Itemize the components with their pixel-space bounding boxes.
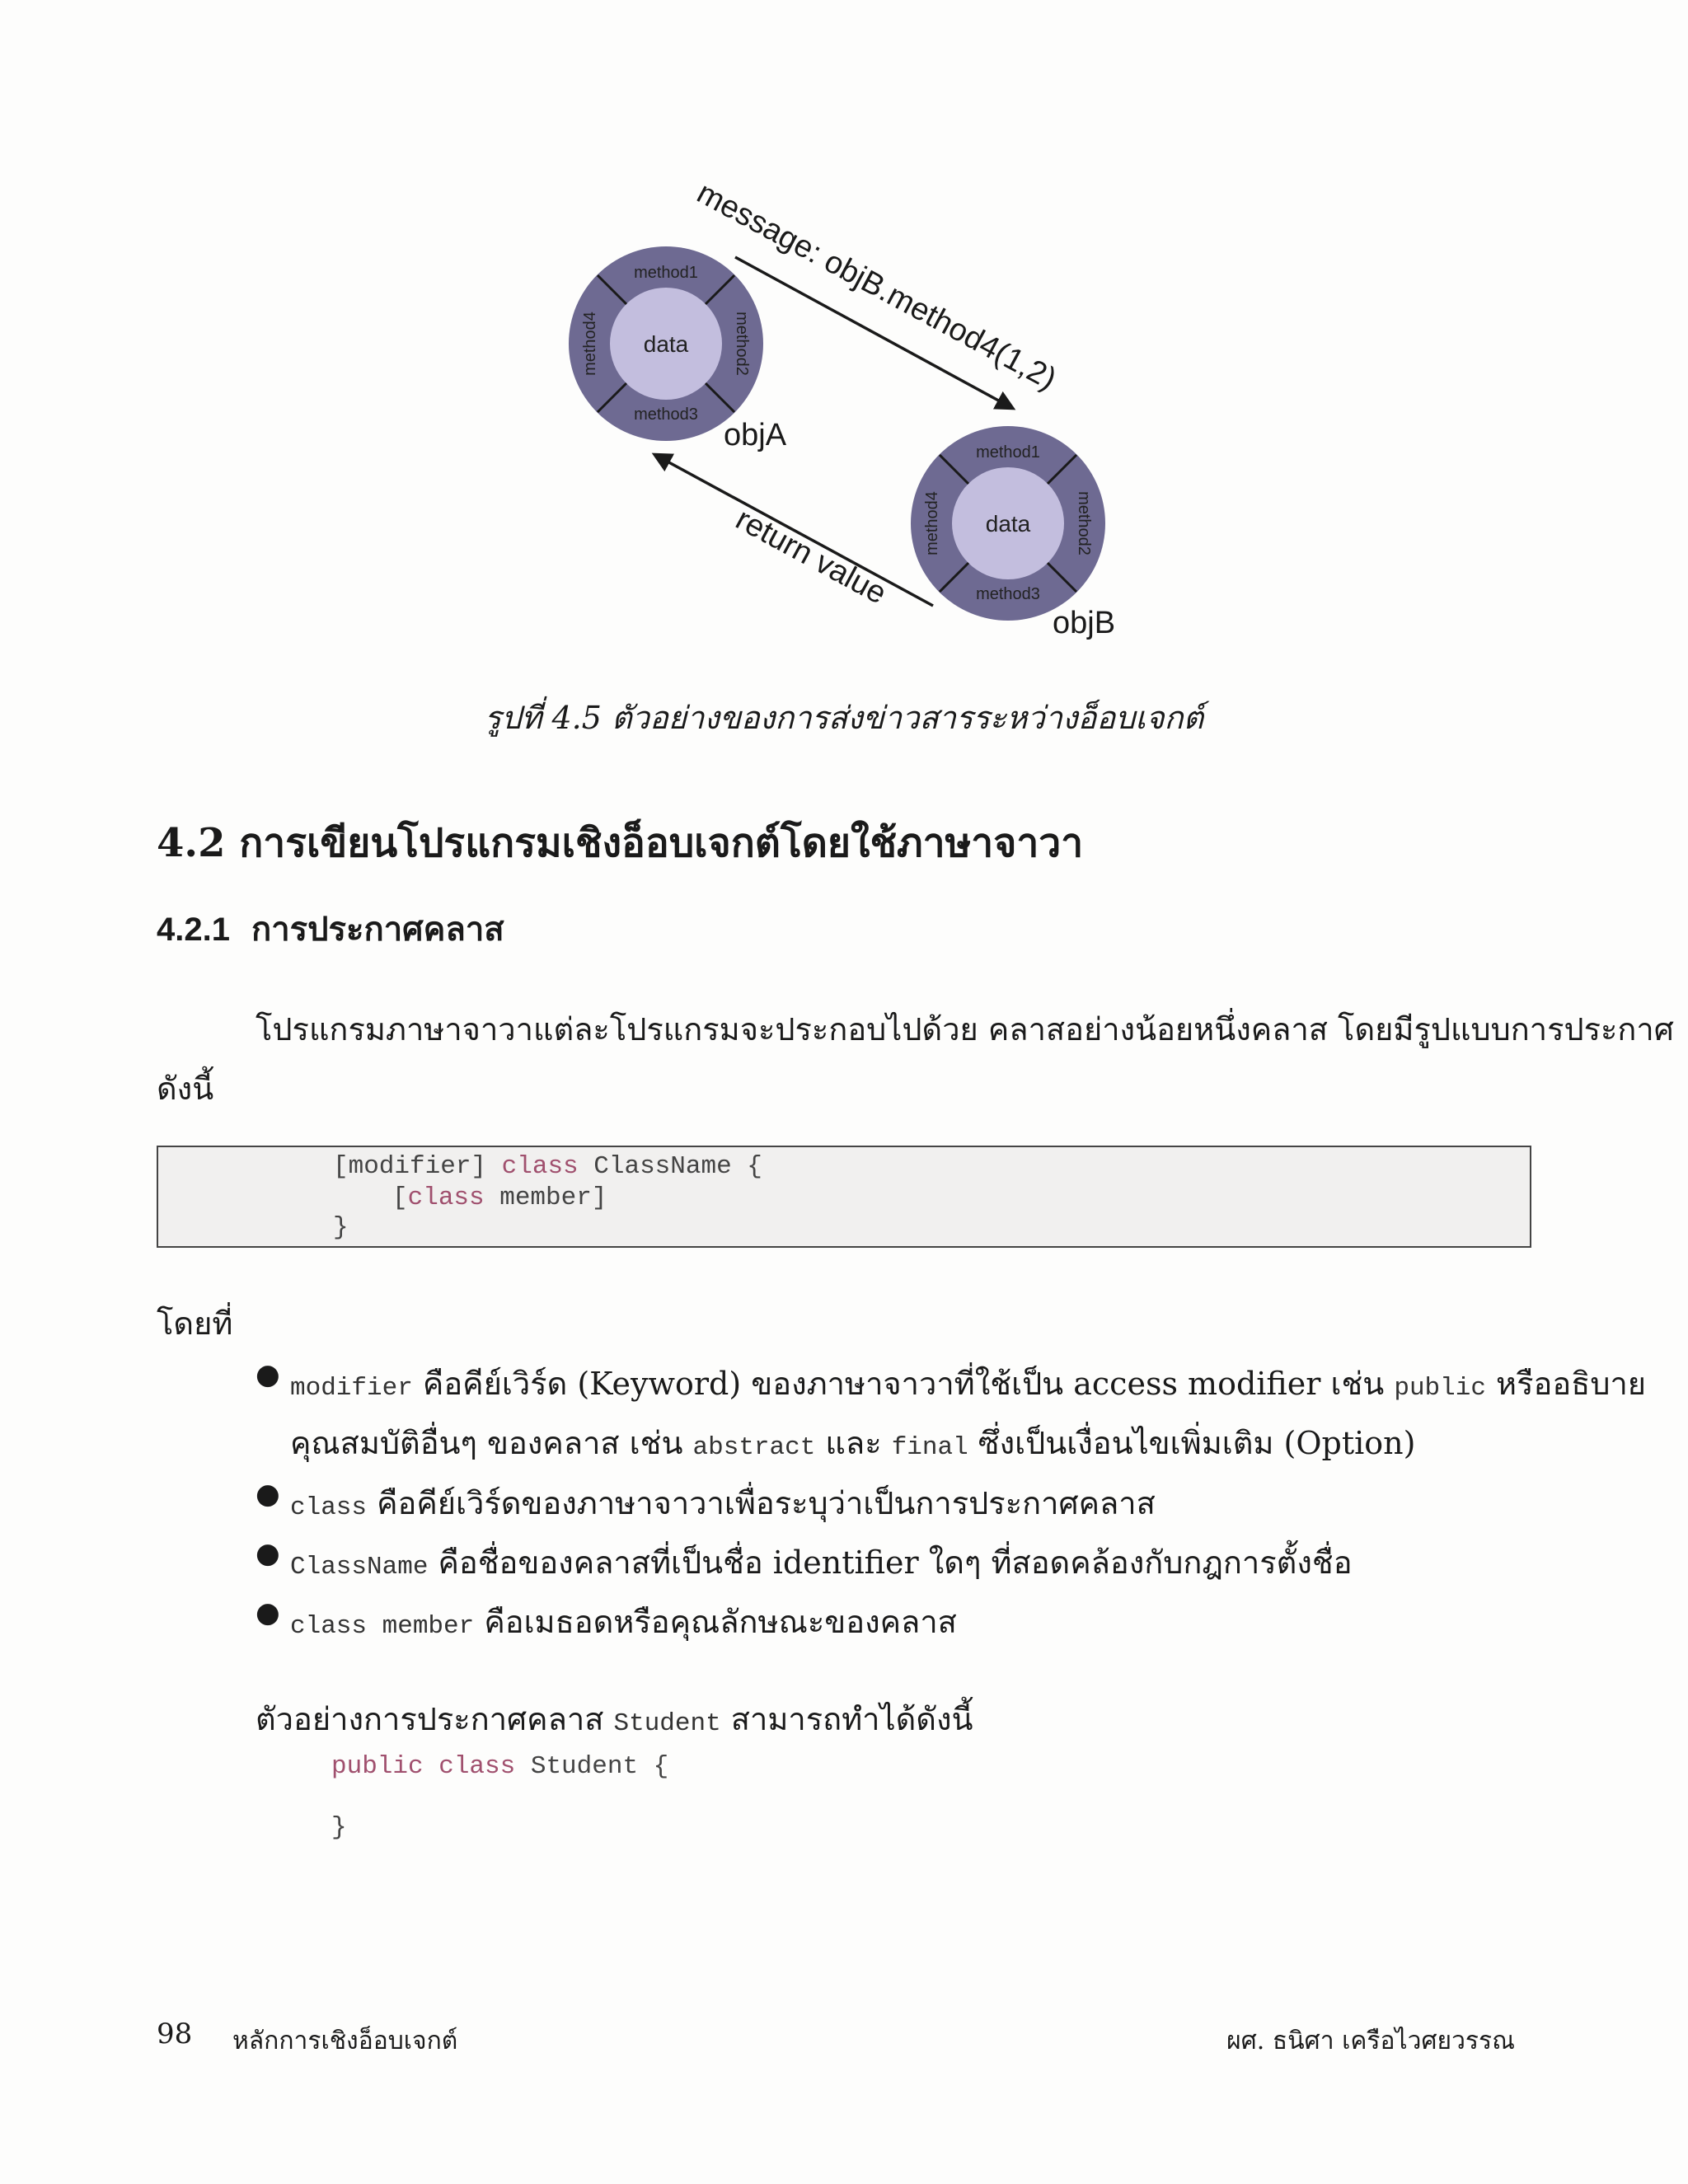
bullet-dot: ● bbox=[256, 1596, 280, 1629]
syntax-line-3 bbox=[333, 1213, 349, 1242]
footer-author: ผศ. ธนิศา เครือไวศยวรรณ bbox=[1226, 2027, 1515, 2055]
inline-code: Student bbox=[613, 1709, 721, 1738]
bullet-dot: ● bbox=[256, 1537, 280, 1570]
syntax-token: member] bbox=[484, 1183, 607, 1212]
object-message-diagram bbox=[560, 181, 1154, 659]
inline-code: public bbox=[1394, 1374, 1486, 1403]
bullet-dot: ● bbox=[256, 1478, 280, 1511]
message-label: message: objB.method4(1,2) bbox=[691, 181, 1062, 397]
syntax-keyword: class bbox=[407, 1183, 485, 1212]
footer-book-title: หลักการเชิงอ็อบเจกต์ bbox=[232, 2027, 458, 2055]
code-token: } bbox=[331, 1813, 347, 1842]
syntax-code-box bbox=[157, 1146, 1531, 1248]
object-a bbox=[569, 246, 763, 441]
object-b-method1: method1 bbox=[976, 443, 1040, 462]
bullet-text: ซึ่งเป็นเงื่อนไขเพิ่มเติม (Option) bbox=[968, 1425, 1416, 1461]
bullet-text: และ bbox=[815, 1425, 892, 1461]
bullet-class-member bbox=[256, 1596, 957, 1647]
page-number: 98 bbox=[157, 2018, 193, 2050]
syntax-keyword: class bbox=[501, 1152, 579, 1181]
object-a-method2: method2 bbox=[733, 312, 751, 376]
return-label: return value bbox=[729, 501, 893, 612]
object-a-method4: method4 bbox=[581, 312, 599, 376]
inline-code: class bbox=[290, 1493, 368, 1522]
code-keyword: public class bbox=[331, 1752, 516, 1781]
object-a-method1: method1 bbox=[634, 264, 698, 282]
object-b-name: objB bbox=[1053, 606, 1116, 640]
syntax-token: } bbox=[333, 1213, 349, 1242]
object-a-data-label: data bbox=[643, 331, 689, 357]
object-b bbox=[911, 426, 1105, 621]
object-b-method2: method2 bbox=[1075, 491, 1093, 555]
example-code-line-1 bbox=[331, 1752, 668, 1781]
bullet-text: คือคีย์เวิร์ด (Keyword) ของภาษาจาวาที่ใช้เป็น access modifier เช่น bbox=[412, 1366, 1395, 1402]
bullet-modifier-continued bbox=[290, 1418, 1415, 1468]
syntax-token: [modifier] bbox=[333, 1152, 502, 1181]
bullet-text: คือชื่อของคลาสที่เป็นชื่อ identifier ใดๆ ที่สอดคล้องกับกฎการตั้งชื่อ bbox=[428, 1544, 1353, 1581]
object-b-data-label: data bbox=[985, 511, 1031, 537]
section-title: 4.2 การเขียนโปรแกรมเชิงอ็อบเจกต์โดยใช้ภาษาจาวา bbox=[157, 820, 1084, 866]
example-text: สามารถทำได้ดังนี้ bbox=[720, 1701, 973, 1737]
bullet-dot: ● bbox=[256, 1358, 280, 1391]
example-intro bbox=[256, 1694, 973, 1744]
example-text: ตัวอย่างการประกาศคลาส bbox=[256, 1701, 614, 1737]
bullet-text: คุณสมบัติอื่นๆ ของคลาส เช่น bbox=[290, 1425, 693, 1461]
where-label: โดยที่ bbox=[157, 1305, 233, 1342]
object-a-name: objA bbox=[724, 418, 787, 452]
subsection-number: 4.2.1 bbox=[157, 912, 230, 948]
bullet-class bbox=[256, 1478, 1156, 1528]
bullet-classname bbox=[256, 1537, 1353, 1587]
bullet-text: คือคีย์เวิร์ดของภาษาจาวาเพื่อระบุว่าเป็นการประกาศคลาส bbox=[367, 1485, 1156, 1521]
object-b-method3: method3 bbox=[976, 585, 1040, 603]
code-token: Student { bbox=[515, 1752, 669, 1781]
inline-code: final bbox=[891, 1433, 968, 1462]
bullet-text: หรืออธิบาย bbox=[1485, 1366, 1647, 1402]
intro-line-1: โปรแกรมภาษาจาวาแต่ละโปรแกรมจะประกอบไปด้วย คลาสอย่างน้อยหนึ่งคลาส โดยมีรูปแบบการประกาศ bbox=[256, 1011, 1674, 1047]
syntax-line-1 bbox=[333, 1152, 762, 1181]
figure-caption: รูปที่ 4.5 ตัวอย่างของการส่งข่าวสารระหว่างอ็อบเจกต์ bbox=[484, 700, 1204, 736]
syntax-line-2 bbox=[392, 1183, 607, 1212]
inline-code: modifier bbox=[290, 1374, 413, 1403]
subsection-title: การประกาศคลาส bbox=[251, 910, 504, 949]
syntax-token: [ bbox=[392, 1183, 408, 1212]
inline-code: class member bbox=[290, 1612, 475, 1641]
bullet-text: คือเมธอดหรือคุณลักษณะของคลาส bbox=[474, 1604, 957, 1640]
example-code-line-2 bbox=[331, 1813, 347, 1842]
intro-line-2: ดังนี้ bbox=[157, 1071, 214, 1107]
object-b-method4: method4 bbox=[923, 491, 941, 555]
inline-code: ClassName bbox=[290, 1553, 429, 1582]
bullet-modifier bbox=[256, 1358, 1647, 1408]
syntax-token: ClassName { bbox=[578, 1152, 762, 1181]
subsection-heading bbox=[157, 902, 504, 955]
object-a-method3: method3 bbox=[634, 405, 698, 424]
inline-code: abstract bbox=[692, 1433, 816, 1462]
